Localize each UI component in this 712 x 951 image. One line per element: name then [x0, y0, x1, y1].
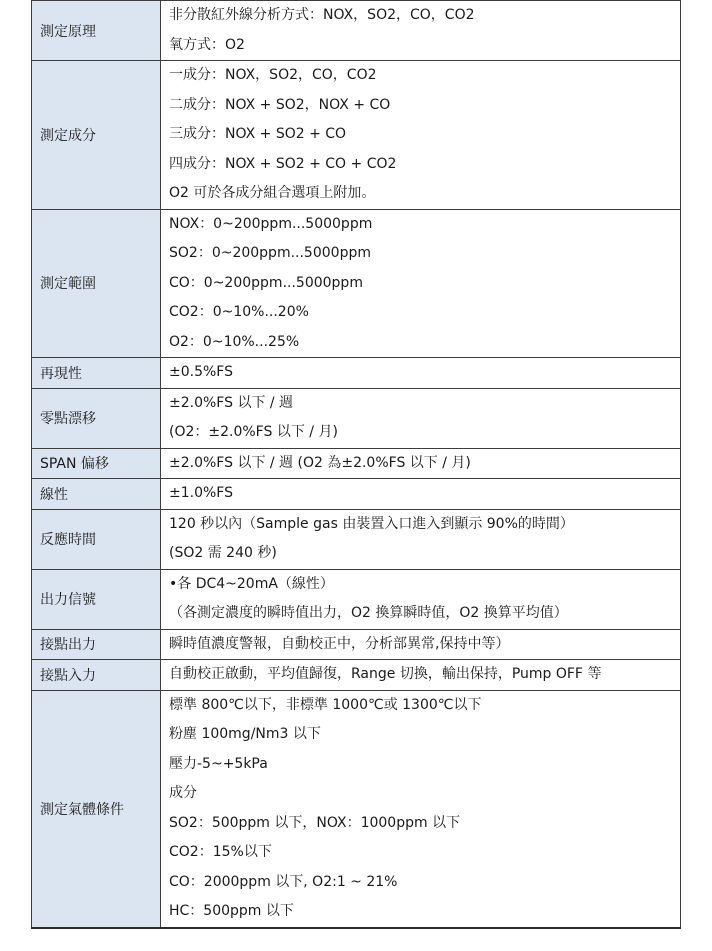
spec-value	[161, 388, 681, 448]
spec-value-line: 標準 800℃以下，非標準 1000℃或 1300℃以下	[169, 696, 482, 713]
spec-label: 反應時間	[32, 509, 161, 569]
spec-value	[161, 479, 681, 510]
spec-label: 測定氣體條件	[32, 690, 161, 928]
spec-value-line: (SO2 需 240 秒)	[169, 545, 277, 561]
spec-row	[32, 61, 681, 210]
spec-table	[31, 0, 681, 929]
spec-value-line: O2 可於各成分組合選項上附加。	[169, 185, 376, 201]
spec-value	[161, 358, 681, 389]
spec-value-line: SO2：500ppm 以下，NOX：1000ppm 以下	[169, 814, 461, 831]
spec-value	[161, 690, 681, 928]
spec-value-line: 120 秒以內（Sample gas 由裝置入口進入到顯示 90%的時間）	[169, 515, 574, 532]
spec-row	[32, 448, 681, 479]
spec-value-line: 粉塵 100mg/Nm3 以下	[169, 726, 321, 742]
spec-value	[161, 629, 681, 660]
spec-value-line: 氧方式：O2	[169, 36, 245, 53]
spec-value-line: (O2：±2.0%FS 以下 / 月)	[169, 424, 338, 440]
spec-value-line: ±2.0%FS 以下 / 週	[169, 394, 294, 411]
spec-value	[161, 448, 681, 479]
spec-value	[161, 569, 681, 629]
spec-value-line: O2：0~10%...25%	[169, 333, 300, 350]
spec-row	[32, 629, 681, 660]
spec-row	[32, 690, 681, 928]
spec-label: 測定成分	[32, 61, 161, 210]
spec-row	[32, 1, 681, 61]
spec-value-line: 非分散紅外線分析方式：NOX，SO2，CO，CO2	[169, 7, 475, 23]
spec-label: 測定範圍	[32, 209, 161, 358]
spec-label: 接點入力	[32, 660, 161, 691]
spec-row	[32, 358, 681, 389]
spec-value	[161, 209, 681, 358]
spec-value-line: HC：500ppm 以下	[169, 903, 294, 919]
spec-value-line: 三成分：NOX + SO2 + CO	[169, 126, 347, 142]
spec-row	[32, 209, 681, 358]
spec-value-line: （各測定濃度的瞬時值出力，O2 換算瞬時值，O2 換算平均值）	[169, 605, 568, 621]
spec-value-line: CO：0~200ppm...5000ppm	[169, 274, 363, 291]
spec-value-line: CO2：15%以下	[169, 844, 272, 860]
spec-value-line: CO：2000ppm 以下, O2:1 ~ 21%	[169, 873, 398, 890]
spec-value-line: NOX：0~200ppm...5000ppm	[169, 215, 373, 232]
spec-value	[161, 660, 681, 691]
spec-label: 測定原理	[32, 1, 161, 61]
spec-value-line: ±2.0%FS 以下 / 週 (O2 為±2.0%FS 以下 / 月)	[169, 454, 471, 471]
spec-row	[32, 479, 681, 510]
spec-label: 零點漂移	[32, 388, 161, 448]
spec-value	[161, 1, 681, 61]
spec-value-line: 成分	[169, 785, 197, 801]
spec-value-line: CO2：0~10%...20%	[169, 304, 309, 320]
spec-label: SPAN 偏移	[32, 448, 161, 479]
spec-value-line: 二成分：NOX + SO2，NOX + CO	[169, 96, 391, 113]
spec-row	[32, 569, 681, 629]
spec-label: 再現性	[32, 358, 161, 389]
spec-label: 出力信號	[32, 569, 161, 629]
spec-value	[161, 61, 681, 210]
spec-row	[32, 509, 681, 569]
spec-value-line: 壓力-5~+5kPa	[169, 755, 268, 772]
spec-value-line: •各 DC4~20mA（線性）	[169, 575, 334, 592]
spec-value-line: 一成分：NOX，SO2，CO，CO2	[169, 67, 377, 83]
spec-value-line: ±1.0%FS	[169, 485, 233, 501]
spec-table-body	[32, 1, 681, 928]
spec-row	[32, 660, 681, 691]
spec-value-line: ±0.5%FS	[169, 364, 233, 380]
spec-label: 接點出力	[32, 629, 161, 660]
spec-value-line: 四成分：NOX + SO2 + CO + CO2	[169, 155, 397, 172]
spec-value-line: 自動校正啟動，平均值歸復，Range 切換，輸出保持，Pump OFF 等	[169, 666, 602, 682]
spec-value	[161, 509, 681, 569]
spec-row	[32, 388, 681, 448]
spec-value-line: 瞬時值濃度警報，自動校正中，分析部異常,保持中等）	[169, 635, 510, 652]
spec-label: 線性	[32, 479, 161, 510]
spec-value-line: SO2：0~200ppm...5000ppm	[169, 245, 371, 261]
